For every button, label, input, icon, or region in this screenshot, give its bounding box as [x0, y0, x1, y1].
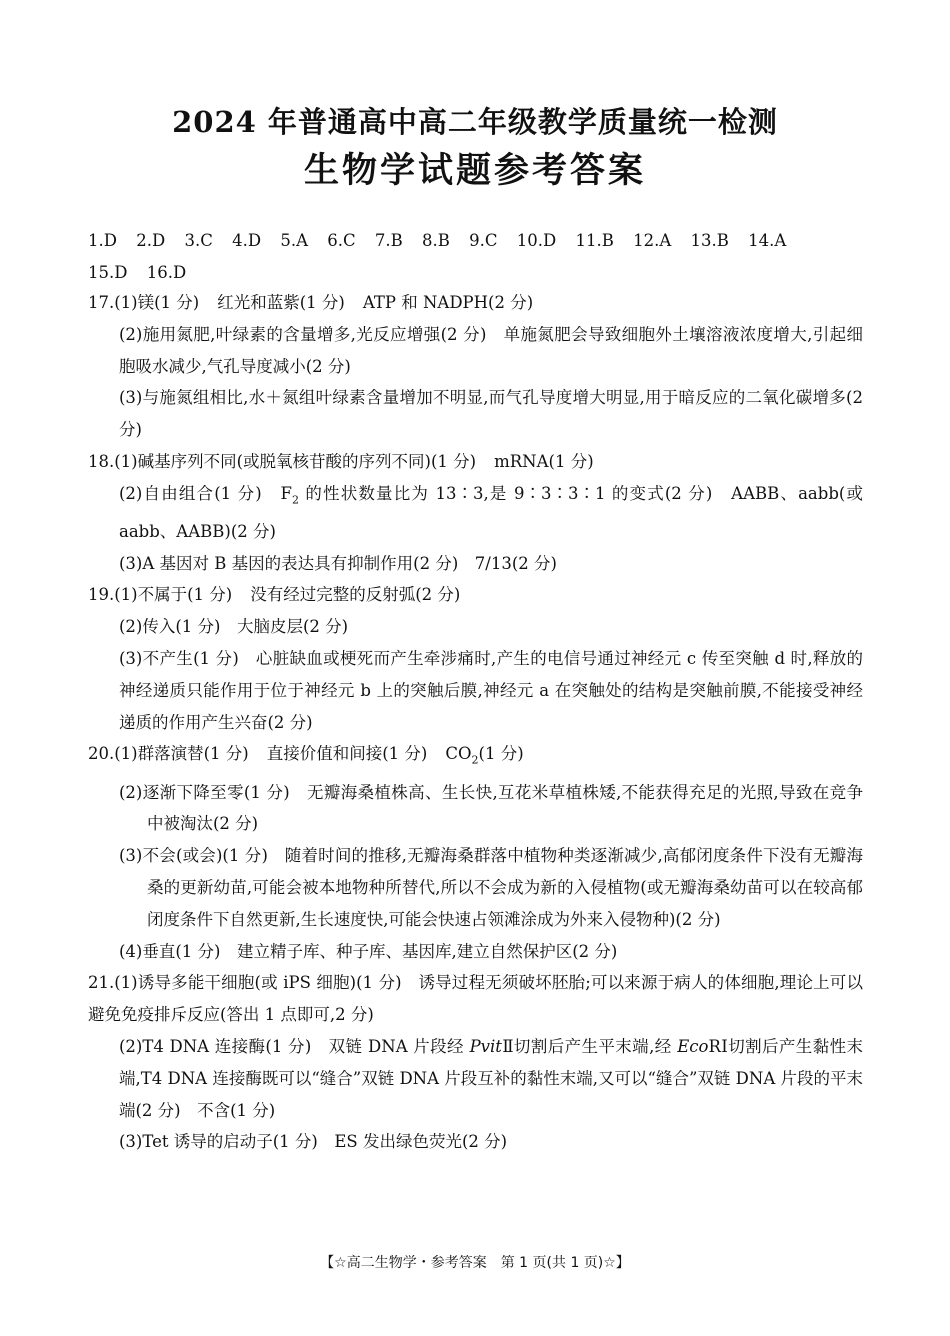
q18-part2	[88, 478, 863, 548]
question-19	[88, 579, 863, 738]
q19-part3: (3)不产生(1 分) 心脏缺血或梗死而产生牵涉痛时,产生的电信号通过神经元 c 传至突触 d 时,释放的神经递质只能作用于位于神经元 b 上的突触后膜,神经元 a 在突触处的结构是突触前膜,不能接受神经递质的作用产生兴奋(2 分)	[119, 649, 863, 732]
q19-part2: (2)传入(1 分) 大脑皮层(2 分)	[119, 617, 349, 637]
mc-answer: 1.D	[88, 231, 117, 250]
q17-part2: (2)施用氮肥,叶绿素的含量增多,光反应增强(2 分) 单施氮肥会导致细胞外土壤溶液浓度增大,引起细胞吸水减少,气孔导度减小(2 分)	[119, 324, 863, 376]
q17-part1b: 红光和蓝紫(1 分)	[217, 293, 345, 312]
mc-answer: 15.D	[88, 263, 128, 282]
mc-answer: 5.A	[280, 231, 308, 250]
q18-part1b: mRNA(1 分)	[494, 451, 594, 471]
q21-part2-text: (2)T4 DNA 连接酶(1 分) 双链 DNA 片段经	[119, 1036, 470, 1056]
question-18	[88, 446, 863, 579]
q19-part1b: 没有经过完整的反射弧(2 分)	[250, 585, 461, 605]
q19-part1: 19.(1)不属于(1 分)	[88, 585, 233, 605]
mc-answer: 14.A	[748, 231, 787, 250]
q21-part2-text2: Ⅱ切割后产生平末端,经	[501, 1036, 678, 1056]
question-20	[88, 738, 863, 967]
mc-answer: 2.D	[136, 231, 166, 250]
page-subtitle: 生物学试题参考答案	[303, 150, 646, 191]
q21-enzyme-italic: Pvit	[469, 1036, 502, 1056]
q21-part2-text3: RⅠ切割后产生黏性末端,T4 DNA 连接酶既可以“缝合”双链 DNA 片段互补的黏性末端,又可以“缝合”双链 DNA 片段的平末端(2 分) 不含(1 分)	[119, 1036, 863, 1120]
page-footer: 【☆高二生物学・参考答案 第 1 页(共 1 页)☆】	[320, 1255, 630, 1271]
mc-answer: 6.C	[327, 231, 356, 250]
mc-answer: 3.C	[184, 231, 213, 250]
q21-enzyme-italic-2: Eco	[677, 1036, 709, 1056]
q21-part2	[88, 1031, 863, 1126]
mc-answer: 13.B	[690, 231, 729, 250]
mc-answer: 11.B	[575, 231, 614, 250]
mc-answer: 9.C	[469, 231, 498, 250]
q18-part1: 18.(1)碱基序列不同(或脱氧核苷酸的序列不同)(1 分)	[88, 451, 477, 471]
mc-answer: 4.D	[232, 231, 262, 250]
q20-part1d: (1 分)	[478, 744, 524, 764]
q18-part2-text: (2)自由组合(1 分) F	[119, 483, 292, 503]
mc-answer: 8.B	[422, 231, 450, 250]
q17-part1c: ATP 和 NADPH(2 分)	[362, 293, 534, 312]
q21-part3: (3)Tet 诱导的启动子(1 分) ES 发出绿色荧光(2 分)	[119, 1132, 508, 1152]
q21-part1	[88, 967, 863, 1031]
q17-part1: 17.(1)镁(1 分)	[88, 293, 200, 312]
q20-part4: (4)垂直(1 分) 建立精子库、种子库、基因库,建立自然保护区(2 分)	[119, 941, 618, 961]
q20-part2: (2)逐渐下降至零(1 分) 无瓣海桑植株高、生长快,互花米草植株矮,不能获得充足的光照,导致在竞争中被淘汰(2 分)	[119, 782, 863, 834]
q18-subscript: 2	[291, 493, 299, 507]
q20-part1c: CO	[445, 744, 472, 764]
q20-part3: (3)不会(或会)(1 分) 随着时间的推移,无瓣海桑群落中植物种类逐渐减少,高郁闭度条件下没有无瓣海桑的更新幼苗,可能会被本地物种所替代,所以不会成为新的入侵植物(或无瓣海桑幼苗可以在较高郁闭度条件下自然更新,生长速度快,可能会快速占领滩涂成为外来入侵物种)(2 分)	[119, 846, 863, 929]
answer-body	[88, 287, 863, 1158]
mc-answer: 16.D	[146, 263, 187, 282]
mc-answer: 7.B	[374, 231, 403, 250]
question-17	[88, 287, 863, 446]
q18-part2-text2: 的性状数量比为 13∶3,是 9∶3∶3∶1 的变式(2 分) AABB、aabb(或 aabb、AABB)(2 分)	[119, 483, 863, 541]
mc-answer: 12.A	[633, 231, 672, 250]
q18-part3: (3)A 基因对 B 基因的表达具有抑制作用(2 分) 7/13(2 分)	[119, 553, 557, 573]
multiple-choice-answers	[88, 225, 868, 289]
q20-part1: 20.(1)群落演替(1 分)	[88, 744, 249, 764]
question-21	[88, 967, 863, 1158]
q17-part3: (3)与施氮组相比,水＋氮组叶绿素含量增加不明显,而气孔导度增大明显,用于暗反应的二氧化碳增多(2 分)	[119, 388, 863, 440]
mc-answer: 10.D	[516, 231, 557, 250]
q20-subscript: 2	[471, 753, 479, 767]
q21-part1-text: 21.(1)诱导多能干细胞(或 iPS 细胞)(1 分) 诱导过程无须破坏胚胎;可以来源于病人的体细胞,理论上可以避免免疫排斥反应(答出 1 点即可,2 分)	[88, 973, 863, 1025]
page-title: 2024 年普通高中高二年级教学质量统一检测	[172, 105, 778, 139]
q20-part1b: 直接价值和间接(1 分)	[266, 744, 428, 764]
